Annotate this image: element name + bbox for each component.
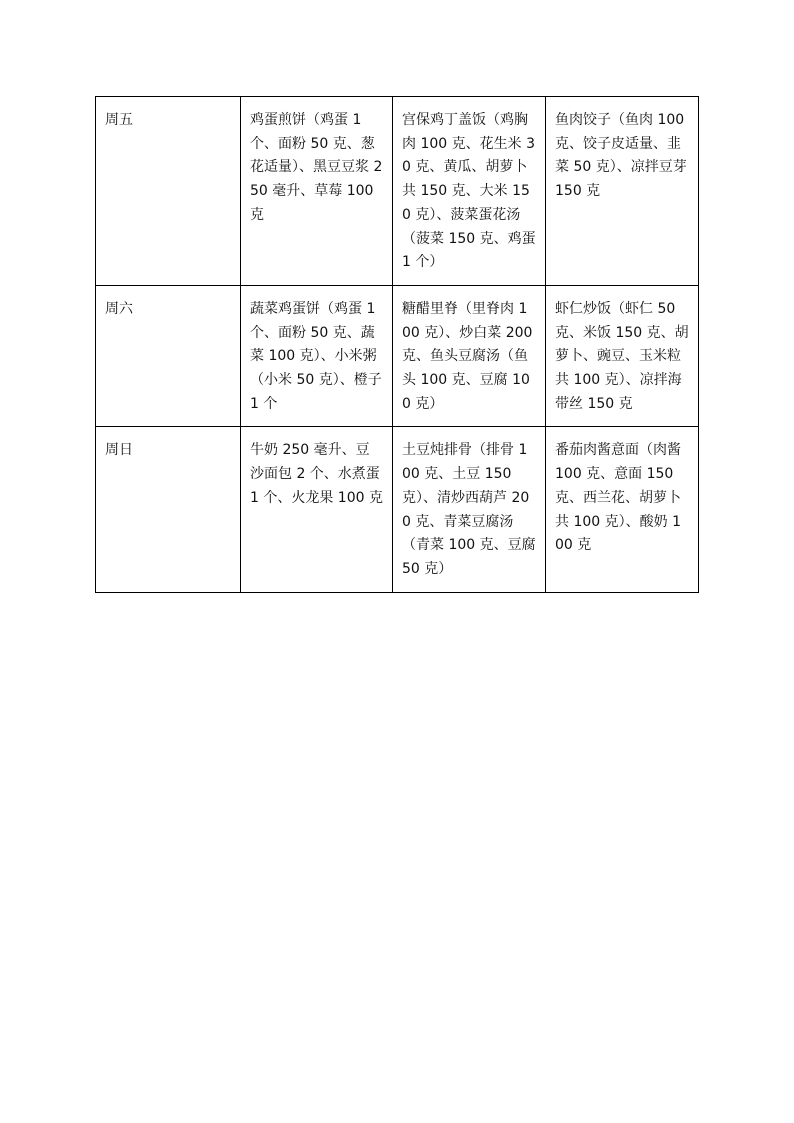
day-cell: 周六 [96, 285, 241, 427]
lunch-cell: 土豆炖排骨（排骨 100 克、土豆 150 克）、清炒西葫芦 200 克、青菜豆腐汤（青菜 100 克、豆腐 50 克） [393, 427, 546, 593]
table-row [96, 427, 699, 593]
dinner-cell: 番茄肉酱意面（肉酱 100 克、意面 150 克、西兰花、胡萝卜共 100 克）、酸奶 100 克 [546, 427, 699, 593]
breakfast-cell: 蔬菜鸡蛋饼（鸡蛋 1 个、面粉 50 克、蔬菜 100 克）、小米粥（小米 50 克）、橙子 1 个 [241, 285, 393, 427]
day-cell: 周五 [96, 97, 241, 286]
dinner-cell: 虾仁炒饭（虾仁 50 克、米饭 150 克、胡萝卜、豌豆、玉米粒共 100 克）、凉拌海带丝 150 克 [546, 285, 699, 427]
breakfast-cell: 牛奶 250 毫升、豆沙面包 2 个、水煮蛋 1 个、火龙果 100 克 [241, 427, 393, 593]
lunch-cell: 宫保鸡丁盖饭（鸡胸肉 100 克、花生米 30 克、黄瓜、胡萝卜共 150 克、大米 150 克）、菠菜蛋花汤（菠菜 150 克、鸡蛋 1 个） [393, 97, 546, 286]
day-cell: 周日 [96, 427, 241, 593]
weekly-meal-table [95, 96, 699, 593]
table-row [96, 97, 699, 286]
breakfast-cell: 鸡蛋煎饼（鸡蛋 1 个、面粉 50 克、葱花适量）、黑豆豆浆 250 毫升、草莓 100 克 [241, 97, 393, 286]
dinner-cell: 鱼肉饺子（鱼肉 100 克、饺子皮适量、韭菜 50 克）、凉拌豆芽 150 克 [546, 97, 699, 286]
lunch-cell: 糖醋里脊（里脊肉 100 克）、炒白菜 200 克、鱼头豆腐汤（鱼头 100 克、豆腐 100 克） [393, 285, 546, 427]
table-row [96, 285, 699, 427]
